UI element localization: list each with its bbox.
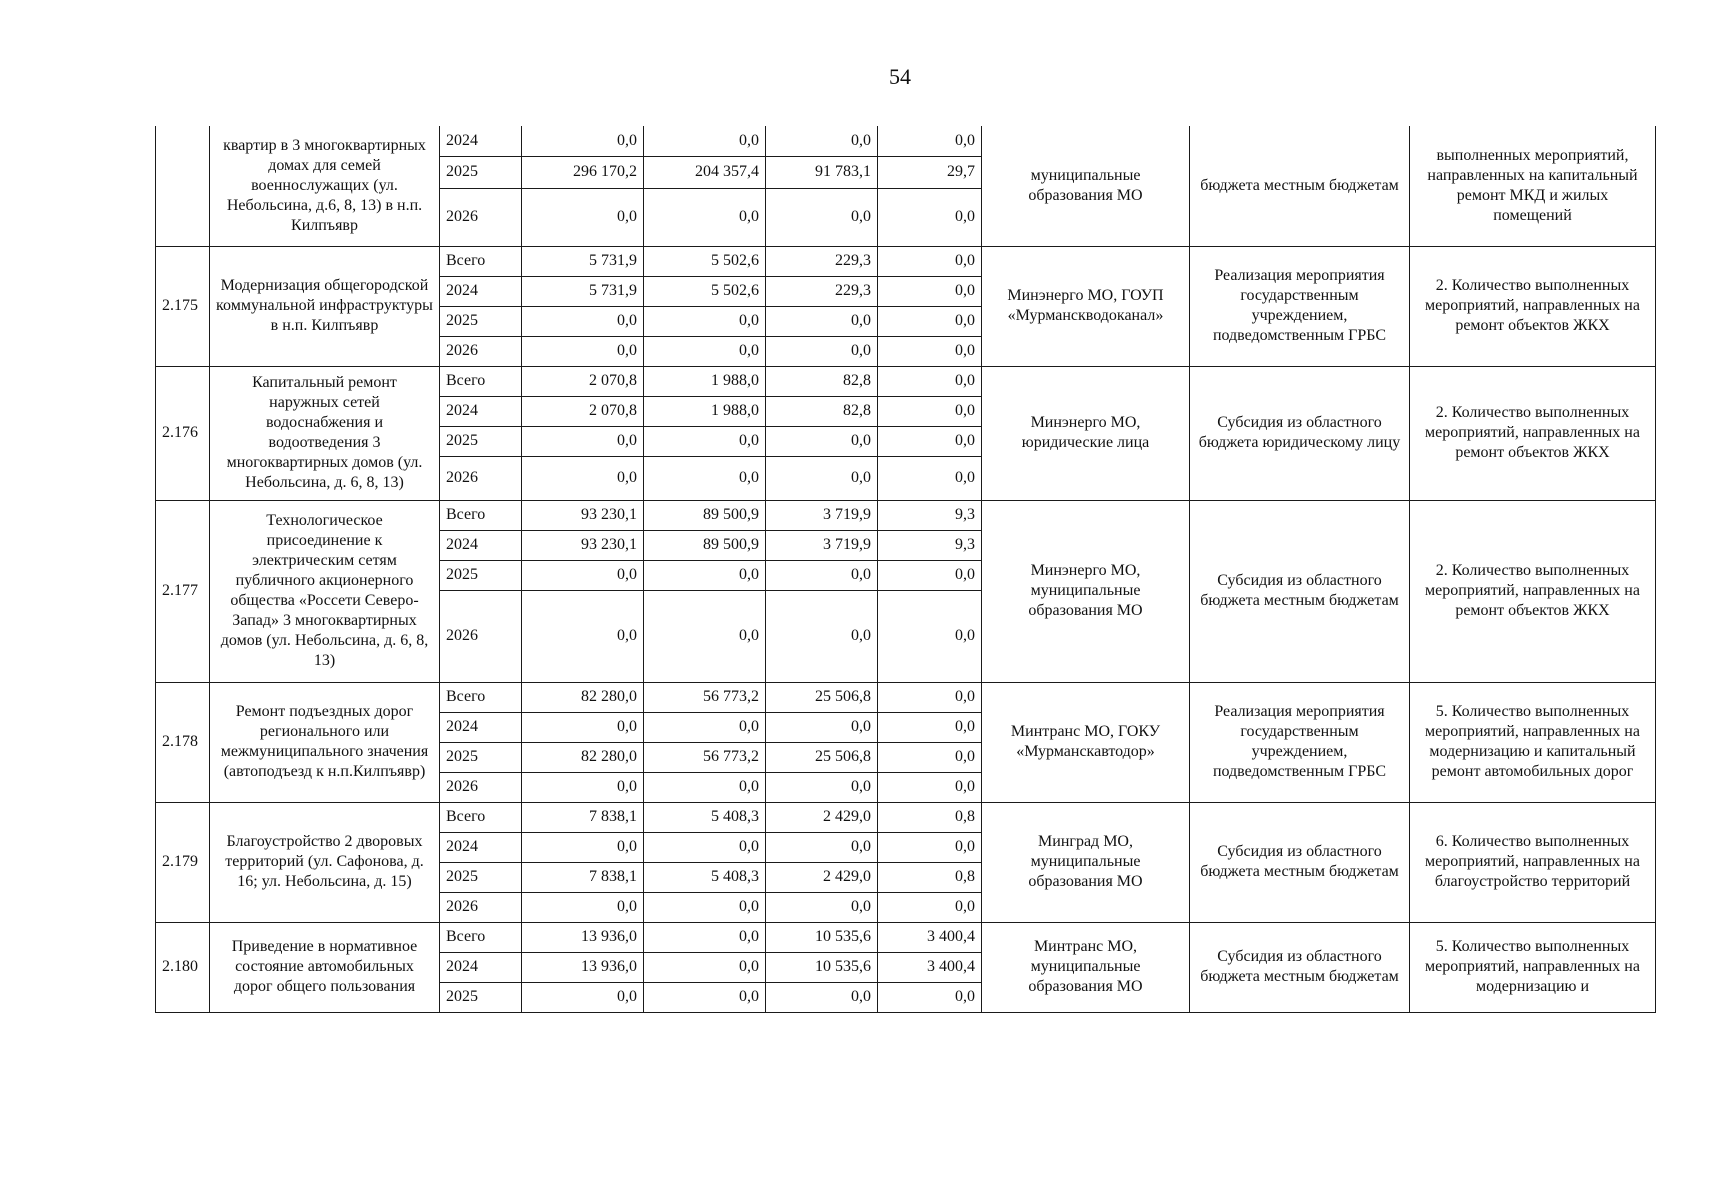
federal-budget-value: 229,3 bbox=[766, 246, 878, 276]
year-cell: 2025 bbox=[440, 862, 522, 892]
total-value: 0,0 bbox=[522, 456, 644, 500]
regional-budget-value: 0,0 bbox=[644, 922, 766, 952]
federal-budget-value: 0,0 bbox=[766, 560, 878, 590]
row-number: 2.178 bbox=[156, 682, 210, 802]
table-row bbox=[156, 682, 1656, 712]
regional-budget-value: 0,0 bbox=[644, 188, 766, 246]
executor-cell: муниципальные образования МО bbox=[982, 126, 1190, 246]
year-cell: 2025 bbox=[440, 982, 522, 1012]
federal-budget-value: 25 506,8 bbox=[766, 682, 878, 712]
year-cell: 2026 bbox=[440, 772, 522, 802]
total-value: 0,0 bbox=[522, 772, 644, 802]
year-cell: 2025 bbox=[440, 560, 522, 590]
total-value: 93 230,1 bbox=[522, 500, 644, 530]
federal-budget-value: 0,0 bbox=[766, 188, 878, 246]
local-budget-value: 0,0 bbox=[878, 892, 982, 922]
regional-budget-value: 0,0 bbox=[644, 126, 766, 156]
table-row bbox=[156, 922, 1656, 952]
total-value: 0,0 bbox=[522, 188, 644, 246]
indicator-cell: 2. Количество выполненных мероприятий, направленных на ремонт объектов ЖКХ bbox=[1410, 246, 1656, 366]
federal-budget-value: 25 506,8 bbox=[766, 742, 878, 772]
year-cell: 2026 bbox=[440, 336, 522, 366]
total-value: 7 838,1 bbox=[522, 802, 644, 832]
regional-budget-value: 56 773,2 bbox=[644, 682, 766, 712]
total-value: 93 230,1 bbox=[522, 530, 644, 560]
year-cell: 2026 bbox=[440, 456, 522, 500]
executor-cell: Минтранс МО, муниципальные образования МО bbox=[982, 922, 1190, 1012]
local-budget-value: 0,0 bbox=[878, 336, 982, 366]
year-cell: 2025 bbox=[440, 306, 522, 336]
activity-name: Ремонт подъездных дорог регионального или межмуниципального значения (автоподъезд к н.п.Килпъявр) bbox=[210, 682, 440, 802]
funding-source-cell: Реализация мероприятия государственным учреждением, подведомственным ГРБС bbox=[1190, 246, 1410, 366]
local-budget-value: 0,0 bbox=[878, 772, 982, 802]
total-value: 0,0 bbox=[522, 832, 644, 862]
federal-budget-value: 0,0 bbox=[766, 590, 878, 682]
regional-budget-value: 1 988,0 bbox=[644, 366, 766, 396]
local-budget-value: 0,0 bbox=[878, 456, 982, 500]
federal-budget-value: 10 535,6 bbox=[766, 952, 878, 982]
regional-budget-value: 5 502,6 bbox=[644, 276, 766, 306]
indicator-cell: выполненных мероприятий, направленных на капитальный ремонт МКД и жилых помещений bbox=[1410, 126, 1656, 246]
year-cell: 2024 bbox=[440, 952, 522, 982]
federal-budget-value: 2 429,0 bbox=[766, 862, 878, 892]
year-cell: 2024 bbox=[440, 126, 522, 156]
federal-budget-value: 82,8 bbox=[766, 366, 878, 396]
total-value: 0,0 bbox=[522, 126, 644, 156]
table-row bbox=[156, 802, 1656, 832]
table-row bbox=[156, 126, 1656, 156]
activity-name: Технологическое присоединение к электрическим сетям публичного акционерного общества «Россети Северо-Запад» 3 многоквартирных домов (ул. Небольсина, д. 6, 8, 13) bbox=[210, 500, 440, 682]
year-cell: 2024 bbox=[440, 530, 522, 560]
funding-source-cell: Субсидия из областного бюджета местным бюджетам bbox=[1190, 802, 1410, 922]
funding-source-cell: Субсидия из областного бюджета местным бюджетам bbox=[1190, 500, 1410, 682]
local-budget-value: 0,0 bbox=[878, 306, 982, 336]
total-value: 2 070,8 bbox=[522, 366, 644, 396]
local-budget-value: 0,0 bbox=[878, 426, 982, 456]
indicator-cell: 2. Количество выполненных мероприятий, направленных на ремонт объектов ЖКХ bbox=[1410, 366, 1656, 500]
local-budget-value: 0,0 bbox=[878, 188, 982, 246]
local-budget-value: 0,0 bbox=[878, 742, 982, 772]
local-budget-value: 0,0 bbox=[878, 682, 982, 712]
local-budget-value: 3 400,4 bbox=[878, 922, 982, 952]
regional-budget-value: 5 408,3 bbox=[644, 802, 766, 832]
row-number: 2.177 bbox=[156, 500, 210, 682]
total-value: 5 731,9 bbox=[522, 276, 644, 306]
regional-budget-value: 89 500,9 bbox=[644, 530, 766, 560]
year-cell: 2026 bbox=[440, 188, 522, 246]
local-budget-value: 0,0 bbox=[878, 126, 982, 156]
regional-budget-value: 0,0 bbox=[644, 892, 766, 922]
year-cell: 2025 bbox=[440, 426, 522, 456]
row-number: 2.176 bbox=[156, 366, 210, 500]
total-value: 0,0 bbox=[522, 712, 644, 742]
regional-budget-value: 0,0 bbox=[644, 336, 766, 366]
year-cell: Всего bbox=[440, 246, 522, 276]
row-number: 2.175 bbox=[156, 246, 210, 366]
total-value: 7 838,1 bbox=[522, 862, 644, 892]
federal-budget-value: 0,0 bbox=[766, 832, 878, 862]
regional-budget-value: 0,0 bbox=[644, 982, 766, 1012]
local-budget-value: 0,0 bbox=[878, 276, 982, 306]
regional-budget-value: 0,0 bbox=[644, 456, 766, 500]
total-value: 13 936,0 bbox=[522, 922, 644, 952]
federal-budget-value: 3 719,9 bbox=[766, 530, 878, 560]
total-value: 5 731,9 bbox=[522, 246, 644, 276]
local-budget-value: 0,8 bbox=[878, 862, 982, 892]
federal-budget-value: 0,0 bbox=[766, 426, 878, 456]
year-cell: 2025 bbox=[440, 156, 522, 188]
funding-source-cell: бюджета местным бюджетам bbox=[1190, 126, 1410, 246]
table-row bbox=[156, 500, 1656, 530]
total-value: 13 936,0 bbox=[522, 952, 644, 982]
federal-budget-value: 0,0 bbox=[766, 456, 878, 500]
activity-name: Модернизация общегородской коммунальной инфраструктуры в н.п. Килпъявр bbox=[210, 246, 440, 366]
total-value: 0,0 bbox=[522, 982, 644, 1012]
local-budget-value: 0,0 bbox=[878, 832, 982, 862]
executor-cell: Минэнерго МО, муниципальные образования МО bbox=[982, 500, 1190, 682]
regional-budget-value: 89 500,9 bbox=[644, 500, 766, 530]
federal-budget-value: 0,0 bbox=[766, 306, 878, 336]
regional-budget-value: 0,0 bbox=[644, 772, 766, 802]
local-budget-value: 0,0 bbox=[878, 982, 982, 1012]
federal-budget-value: 0,0 bbox=[766, 892, 878, 922]
total-value: 82 280,0 bbox=[522, 682, 644, 712]
local-budget-value: 9,3 bbox=[878, 530, 982, 560]
local-budget-value: 3 400,4 bbox=[878, 952, 982, 982]
local-budget-value: 0,0 bbox=[878, 712, 982, 742]
table-row bbox=[156, 246, 1656, 276]
total-value: 82 280,0 bbox=[522, 742, 644, 772]
activity-name: Благоустройство 2 дворовых территорий (ул. Сафонова, д. 16; ул. Небольсина, д. 15) bbox=[210, 802, 440, 922]
federal-budget-value: 10 535,6 bbox=[766, 922, 878, 952]
year-cell: 2024 bbox=[440, 276, 522, 306]
total-value: 0,0 bbox=[522, 560, 644, 590]
activity-name: Капитальный ремонт наружных сетей водоснабжения и водоотведения 3 многоквартирных домов (ул. Небольсина, д. 6, 8, 13) bbox=[210, 366, 440, 500]
indicator-cell: 2. Количество выполненных мероприятий, направленных на ремонт объектов ЖКХ bbox=[1410, 500, 1656, 682]
regional-budget-value: 0,0 bbox=[644, 306, 766, 336]
executor-cell: Минэнерго МО, ГОУП «Мурманскводоканал» bbox=[982, 246, 1190, 366]
funding-source-cell: Реализация мероприятия государственным учреждением, подведомственным ГРБС bbox=[1190, 682, 1410, 802]
regional-budget-value: 0,0 bbox=[644, 952, 766, 982]
total-value: 296 170,2 bbox=[522, 156, 644, 188]
indicator-cell: 6. Количество выполненных мероприятий, направленных на благоустройство территорий bbox=[1410, 802, 1656, 922]
total-value: 0,0 bbox=[522, 590, 644, 682]
federal-budget-value: 0,0 bbox=[766, 126, 878, 156]
year-cell: Всего bbox=[440, 802, 522, 832]
year-cell: 2024 bbox=[440, 832, 522, 862]
row-number bbox=[156, 126, 210, 246]
program-table bbox=[155, 126, 1656, 1013]
federal-budget-value: 3 719,9 bbox=[766, 500, 878, 530]
regional-budget-value: 1 988,0 bbox=[644, 396, 766, 426]
regional-budget-value: 5 408,3 bbox=[644, 862, 766, 892]
executor-cell: Минград МО, муниципальные образования МО bbox=[982, 802, 1190, 922]
funding-source-cell: Субсидия из областного бюджета местным бюджетам bbox=[1190, 922, 1410, 1012]
table-row bbox=[156, 366, 1656, 396]
federal-budget-value: 0,0 bbox=[766, 772, 878, 802]
year-cell: Всего bbox=[440, 922, 522, 952]
regional-budget-value: 0,0 bbox=[644, 426, 766, 456]
regional-budget-value: 5 502,6 bbox=[644, 246, 766, 276]
local-budget-value: 29,7 bbox=[878, 156, 982, 188]
activity-name: квартир в 3 многоквартирных домах для семей военнослужащих (ул. Небольсина, д.6, 8, 13) в н.п. Килпъявр bbox=[210, 126, 440, 246]
year-cell: Всего bbox=[440, 682, 522, 712]
total-value: 0,0 bbox=[522, 336, 644, 366]
year-cell: 2026 bbox=[440, 892, 522, 922]
federal-budget-value: 229,3 bbox=[766, 276, 878, 306]
federal-budget-value: 0,0 bbox=[766, 336, 878, 366]
total-value: 0,0 bbox=[522, 892, 644, 922]
federal-budget-value: 2 429,0 bbox=[766, 802, 878, 832]
year-cell: Всего bbox=[440, 366, 522, 396]
federal-budget-value: 0,0 bbox=[766, 982, 878, 1012]
federal-budget-value: 82,8 bbox=[766, 396, 878, 426]
indicator-cell: 5. Количество выполненных мероприятий, направленных на модернизацию и капитальный ремонт автомобильных дорог bbox=[1410, 682, 1656, 802]
year-cell: 2025 bbox=[440, 742, 522, 772]
year-cell: 2024 bbox=[440, 712, 522, 742]
total-value: 0,0 bbox=[522, 426, 644, 456]
funding-source-cell: Субсидия из областного бюджета юридическому лицу bbox=[1190, 366, 1410, 500]
regional-budget-value: 0,0 bbox=[644, 560, 766, 590]
page-number: 54 bbox=[889, 64, 911, 89]
federal-budget-value: 0,0 bbox=[766, 712, 878, 742]
local-budget-value: 0,0 bbox=[878, 560, 982, 590]
local-budget-value: 9,3 bbox=[878, 500, 982, 530]
local-budget-value: 0,0 bbox=[878, 590, 982, 682]
total-value: 0,0 bbox=[522, 306, 644, 336]
regional-budget-value: 0,0 bbox=[644, 712, 766, 742]
row-number: 2.180 bbox=[156, 922, 210, 1012]
federal-budget-value: 91 783,1 bbox=[766, 156, 878, 188]
regional-budget-value: 56 773,2 bbox=[644, 742, 766, 772]
local-budget-value: 0,0 bbox=[878, 396, 982, 426]
regional-budget-value: 0,0 bbox=[644, 590, 766, 682]
year-cell: Всего bbox=[440, 500, 522, 530]
regional-budget-value: 204 357,4 bbox=[644, 156, 766, 188]
executor-cell: Минтранс МО, ГОКУ «Мурманскавтодор» bbox=[982, 682, 1190, 802]
row-number: 2.179 bbox=[156, 802, 210, 922]
year-cell: 2024 bbox=[440, 396, 522, 426]
local-budget-value: 0,0 bbox=[878, 246, 982, 276]
indicator-cell: 5. Количество выполненных мероприятий, направленных на модернизацию и bbox=[1410, 922, 1656, 1012]
local-budget-value: 0,8 bbox=[878, 802, 982, 832]
regional-budget-value: 0,0 bbox=[644, 832, 766, 862]
local-budget-value: 0,0 bbox=[878, 366, 982, 396]
activity-name: Приведение в нормативное состояние автомобильных дорог общего пользования bbox=[210, 922, 440, 1012]
total-value: 2 070,8 bbox=[522, 396, 644, 426]
executor-cell: Минэнерго МО, юридические лица bbox=[982, 366, 1190, 500]
year-cell: 2026 bbox=[440, 590, 522, 682]
